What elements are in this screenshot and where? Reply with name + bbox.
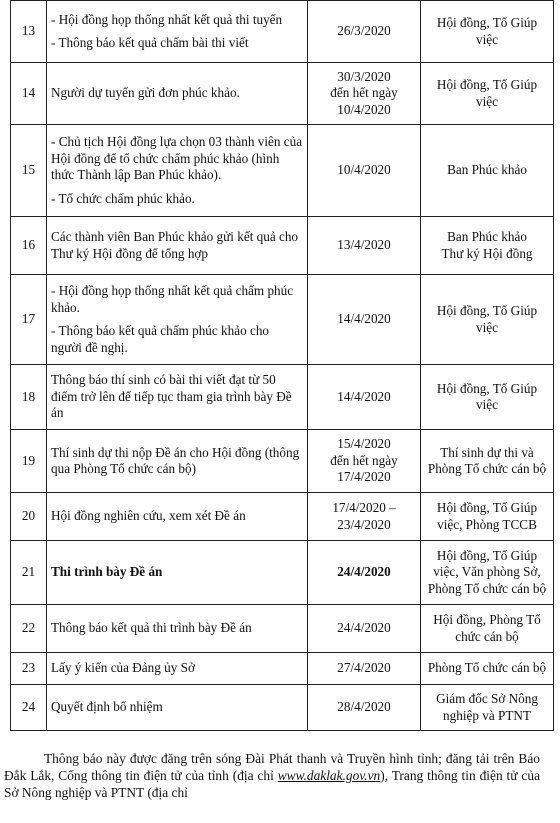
task-cell <box>47 685 308 731</box>
time-cell <box>308 125 421 217</box>
time-cell-line: 17/4/2020 – <box>332 500 396 515</box>
time-cell-line: 30/3/2020 <box>337 68 391 84</box>
row-number: 22 <box>11 605 47 653</box>
responsible-cell <box>421 217 554 275</box>
responsible-cell-line: Thư ký Hội đồng <box>441 245 533 261</box>
time-cell <box>308 1 421 63</box>
table-row <box>11 1 554 63</box>
responsible-cell-line: Hội đồng, Tổ Giúp <box>436 380 538 396</box>
schedule-table-body <box>11 1 554 731</box>
time-cell-line: 24/4/2020 <box>337 564 391 580</box>
time-cell-line: đến hết ngày <box>330 85 398 101</box>
task-cell-line: - Thông báo kết quả chấm phúc khảo cho người đề nghị. <box>51 323 270 355</box>
responsible-cell-line: Giám đốc Sở Nông <box>436 691 538 706</box>
time-cell <box>308 365 421 430</box>
schedule-table <box>10 0 554 731</box>
responsible-cell-line: việc <box>476 397 498 412</box>
task-cell <box>47 541 308 605</box>
time-cell-line: 10/4/2020 <box>337 101 391 117</box>
footer-paragraph <box>4 750 540 801</box>
table-row <box>11 541 554 605</box>
task-cell-line: Thí sinh dự thi nộp Đề án cho Hội đồng (thông qua Phòng Tổ chức cán bộ) <box>51 444 300 476</box>
time-cell-line: 14/4/2020 <box>337 311 391 327</box>
row-number: 21 <box>11 541 47 605</box>
responsible-cell-line: Hội đồng, Phòng Tổ <box>433 612 541 627</box>
time-cell-line: 27/4/2020 <box>337 660 391 676</box>
time-cell <box>308 217 421 275</box>
responsible-cell <box>421 685 554 731</box>
task-cell <box>47 605 308 653</box>
responsible-cell <box>421 63 554 125</box>
row-number: 13 <box>11 1 47 63</box>
time-cell-line: 23/4/2020 <box>337 516 391 532</box>
task-cell <box>47 1 308 63</box>
task-cell-line: Người dự tuyển gửi đơn phúc khảo. <box>51 85 240 101</box>
time-cell-line: đến hết ngày <box>330 452 398 468</box>
responsible-cell-line: Ban Phúc khảo <box>447 229 527 244</box>
responsible-cell <box>421 541 554 605</box>
row-number: 18 <box>11 365 47 430</box>
time-cell-line: 14/4/2020 <box>337 388 391 404</box>
time-cell-line: 28/4/2020 <box>337 699 391 715</box>
time-cell <box>308 430 421 493</box>
responsible-cell <box>421 1 554 63</box>
responsible-cell-line: Ban Phúc khảo <box>447 162 527 178</box>
responsible-cell-line: Hội đồng, Tổ Giúp <box>436 15 538 30</box>
responsible-cell-line: chức cán bộ <box>455 628 519 644</box>
time-cell-line: 24/4/2020 <box>337 620 391 636</box>
table-row <box>11 217 554 275</box>
table-row <box>11 493 554 541</box>
task-cell-line: Các thành viên Ban Phúc khảo gửi kết quả cho Thư ký Hội đồng để tổng hợp <box>51 229 299 261</box>
task-cell <box>47 275 308 365</box>
responsible-cell-line: Hội đồng, Tổ Giúp <box>436 303 538 318</box>
responsible-cell-line: việc, Văn phòng Sở, <box>433 564 541 580</box>
responsible-cell <box>421 125 554 217</box>
responsible-cell-line: việc <box>476 93 498 109</box>
responsible-cell-line: Phòng Tổ chức cán bộ <box>427 580 547 596</box>
responsible-cell <box>421 653 554 685</box>
row-number: 20 <box>11 493 47 541</box>
footer-text-part1: Thông báo này được đăng trên sóng Đài Phát thanh và Truyền hình tỉnh; đăng tải trên Báo Đắk Lắk, Cổng thông tin điện tử của tỉnh (địa chỉ <box>4 751 540 783</box>
table-row <box>11 365 554 430</box>
table-row <box>11 275 554 365</box>
task-cell-line: Thi trình bày Đề án <box>51 564 163 580</box>
responsible-cell-line: việc <box>476 31 498 47</box>
time-cell <box>308 685 421 731</box>
table-row <box>11 430 554 493</box>
time-cell <box>308 63 421 125</box>
task-cell <box>47 493 308 541</box>
table-row <box>11 125 554 217</box>
task-cell-line: - Hội đồng họp thống nhất kết quả thi tuyển <box>51 11 283 27</box>
website-link[interactable]: www.daklak.gov.vn <box>277 768 381 783</box>
responsible-cell-line: việc, Phòng TCCB <box>437 516 537 532</box>
task-cell-line: Quyết định bổ nhiệm <box>51 699 163 715</box>
task-cell <box>47 365 308 430</box>
responsible-cell <box>421 275 554 365</box>
task-cell <box>47 430 308 493</box>
responsible-cell-line: nghiệp và PTNT <box>443 707 531 723</box>
time-cell <box>308 493 421 541</box>
time-cell <box>308 275 421 365</box>
table-row <box>11 653 554 685</box>
task-cell <box>47 217 308 275</box>
responsible-cell <box>421 430 554 493</box>
responsible-cell-line: Hội đồng, Tổ Giúp <box>436 77 538 92</box>
task-cell-line: Hội đồng nghiên cứu, xem xét Đề án <box>51 508 246 524</box>
footer-text-part2: ), Trang thông tin điện tử của Sở Nông nghiệp và PTNT (địa chỉ <box>4 768 541 800</box>
responsible-cell-line: Phòng Tổ chức cán bộ <box>427 660 547 676</box>
footer-notice <box>4 750 540 801</box>
responsible-cell-line: việc <box>476 319 498 335</box>
responsible-cell <box>421 365 554 430</box>
responsible-cell-line: Thí sinh dự thi và <box>440 444 534 460</box>
task-cell <box>47 63 308 125</box>
row-number: 23 <box>11 653 47 685</box>
row-number: 19 <box>11 430 47 493</box>
responsible-cell-line: Hội đồng, Tổ Giúp <box>436 547 538 563</box>
responsible-cell-line: Phòng Tổ chức cán bộ <box>427 461 547 476</box>
task-cell-line: - Tổ chức chấm phúc khảo. <box>51 190 195 206</box>
time-cell <box>308 541 421 605</box>
task-cell-line: - Thông báo kết quả chấm bài thi viết <box>51 35 249 50</box>
time-cell-line: 10/4/2020 <box>337 162 391 178</box>
task-cell <box>47 125 308 217</box>
responsible-cell-line: Hội đồng, Tổ Giúp <box>436 500 538 515</box>
task-cell-line: Thông báo thí sinh có bài thi viết đạt từ 50 điểm trở lên để tiếp tục tham gia trình bày Đề án <box>51 372 292 421</box>
row-number: 14 <box>11 63 47 125</box>
document-page <box>10 0 555 731</box>
row-number: 16 <box>11 217 47 275</box>
time-cell <box>308 653 421 685</box>
time-cell-line: 13/4/2020 <box>337 237 391 253</box>
time-cell-line: 17/4/2020 <box>337 469 391 485</box>
task-cell-line: - Chủ tịch Hội đồng lựa chọn 03 thành viên của Hội đồng để tổ chức chấm phúc khảo (hình thức Thành lập Ban Phúc khảo). <box>51 134 303 182</box>
task-cell-line: - Hội đồng họp thống nhất kết quả chấm phúc khảo. <box>51 283 294 315</box>
time-cell-line: 15/4/2020 <box>337 436 391 452</box>
time-cell-line: 26/3/2020 <box>337 23 391 39</box>
task-cell <box>47 653 308 685</box>
table-row <box>11 605 554 653</box>
time-cell <box>308 605 421 653</box>
row-number: 15 <box>11 125 47 217</box>
responsible-cell <box>421 493 554 541</box>
responsible-cell <box>421 605 554 653</box>
table-row <box>11 63 554 125</box>
row-number: 17 <box>11 275 47 365</box>
table-row <box>11 685 554 731</box>
task-cell-line: Thông báo kết quả thi trình bày Đề án <box>51 620 252 636</box>
task-cell-line: Lấy ý kiến của Đảng ủy Sở <box>51 660 195 676</box>
row-number: 24 <box>11 685 47 731</box>
